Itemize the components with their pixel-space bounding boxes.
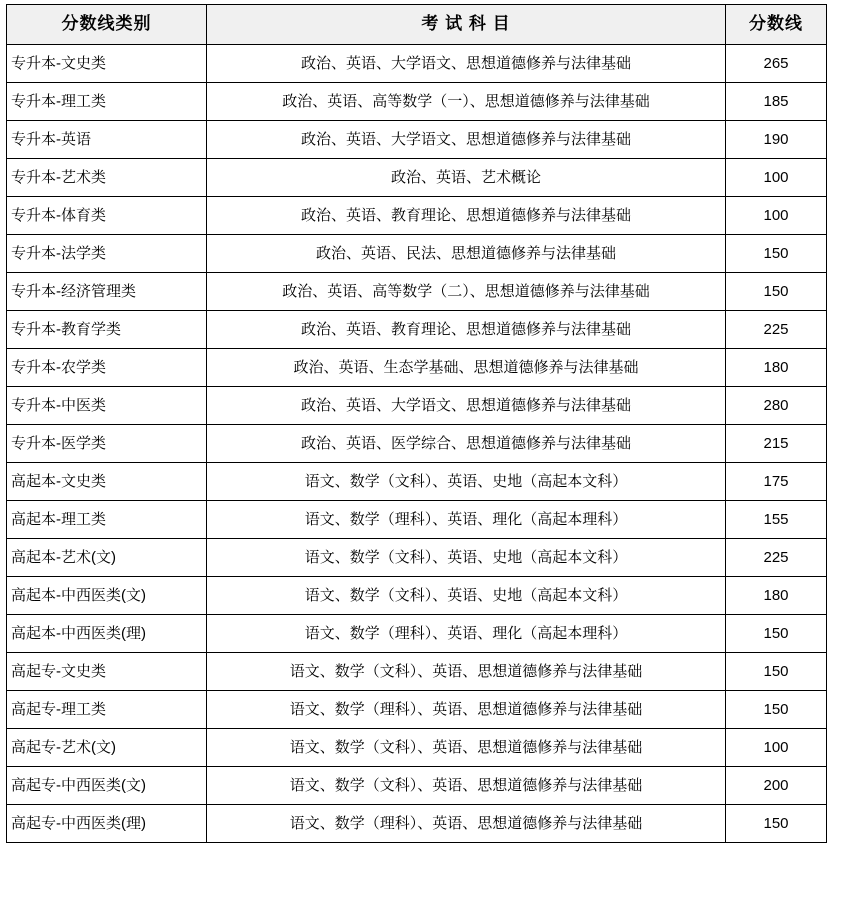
- cell-score: 150: [726, 653, 827, 691]
- cell-category: 高起专-文史类: [7, 653, 207, 691]
- cell-category: 专升本-法学类: [7, 235, 207, 273]
- cell-score: 175: [726, 463, 827, 501]
- table-row: [7, 235, 827, 273]
- cell-category: 专升本-艺术类: [7, 159, 207, 197]
- score-line-document: [0, 4, 844, 924]
- cell-category: 专升本-英语: [7, 121, 207, 159]
- cell-category: 专升本-理工类: [7, 83, 207, 121]
- cell-subjects: 语文、数学（文科）、英语、思想道德修养与法律基础: [207, 729, 726, 767]
- cell-subjects: 政治、英语、大学语文、思想道德修养与法律基础: [207, 45, 726, 83]
- cell-score: 265: [726, 45, 827, 83]
- cell-category: 专升本-医学类: [7, 425, 207, 463]
- cell-score: 225: [726, 311, 827, 349]
- cell-category: 高起本-理工类: [7, 501, 207, 539]
- table-row: [7, 653, 827, 691]
- cell-category: 专升本-中医类: [7, 387, 207, 425]
- cell-category: 专升本-教育学类: [7, 311, 207, 349]
- table-row: [7, 121, 827, 159]
- table-row: [7, 729, 827, 767]
- table-row: [7, 577, 827, 615]
- cell-category: 高起专-中西医类(文): [7, 767, 207, 805]
- table-row: [7, 83, 827, 121]
- table-row: [7, 501, 827, 539]
- cell-category: 高起本-艺术(文): [7, 539, 207, 577]
- cell-subjects: 语文、数学（理科）、英语、思想道德修养与法律基础: [207, 805, 726, 843]
- table-row: [7, 767, 827, 805]
- cell-subjects: 政治、英语、艺术概论: [207, 159, 726, 197]
- table-header: [7, 5, 827, 45]
- cell-score: 200: [726, 767, 827, 805]
- cell-score: 215: [726, 425, 827, 463]
- cell-subjects: 政治、英语、民法、思想道德修养与法律基础: [207, 235, 726, 273]
- table-row: [7, 463, 827, 501]
- cell-subjects: 政治、英语、教育理论、思想道德修养与法律基础: [207, 311, 726, 349]
- cell-subjects: 语文、数学（文科）、英语、史地（高起本文科）: [207, 577, 726, 615]
- table-row: [7, 805, 827, 843]
- cell-score: 150: [726, 805, 827, 843]
- cell-category: 高起本-文史类: [7, 463, 207, 501]
- cell-score: 180: [726, 577, 827, 615]
- table-row: [7, 691, 827, 729]
- table-row: [7, 425, 827, 463]
- cell-score: 150: [726, 691, 827, 729]
- cell-subjects: 语文、数学（文科）、英语、史地（高起本文科）: [207, 463, 726, 501]
- cell-subjects: 政治、英语、大学语文、思想道德修养与法律基础: [207, 121, 726, 159]
- cell-subjects: 语文、数学（文科）、英语、思想道德修养与法律基础: [207, 767, 726, 805]
- cell-category: 高起专-中西医类(理): [7, 805, 207, 843]
- cell-score: 190: [726, 121, 827, 159]
- cell-category: 专升本-经济管理类: [7, 273, 207, 311]
- table-row: [7, 311, 827, 349]
- cell-category: 高起本-中西医类(文): [7, 577, 207, 615]
- cell-subjects: 政治、英语、医学综合、思想道德修养与法律基础: [207, 425, 726, 463]
- cell-subjects: 语文、数学（文科）、英语、史地（高起本文科）: [207, 539, 726, 577]
- cell-subjects: 语文、数学（理科）、英语、理化（高起本理科）: [207, 615, 726, 653]
- table-row: [7, 615, 827, 653]
- cell-score: 180: [726, 349, 827, 387]
- table-row: [7, 45, 827, 83]
- cell-subjects: 政治、英语、高等数学（二）、思想道德修养与法律基础: [207, 273, 726, 311]
- cell-score: 185: [726, 83, 827, 121]
- cell-score: 100: [726, 729, 827, 767]
- column-header-subjects: 考 试 科 目: [207, 5, 726, 45]
- column-header-category: 分数线类别: [7, 5, 207, 45]
- cell-subjects: 语文、数学（文科）、英语、思想道德修养与法律基础: [207, 653, 726, 691]
- cell-subjects: 政治、英语、生态学基础、思想道德修养与法律基础: [207, 349, 726, 387]
- table-body: [7, 45, 827, 843]
- cell-category: 高起本-中西医类(理): [7, 615, 207, 653]
- cell-category: 专升本-体育类: [7, 197, 207, 235]
- cell-category: 专升本-文史类: [7, 45, 207, 83]
- cell-score: 150: [726, 615, 827, 653]
- cell-score: 100: [726, 197, 827, 235]
- score-line-table: [6, 4, 827, 843]
- table-row: [7, 273, 827, 311]
- table-header-row: [7, 5, 827, 45]
- cell-subjects: 语文、数学（理科）、英语、理化（高起本理科）: [207, 501, 726, 539]
- cell-score: 150: [726, 273, 827, 311]
- cell-score: 100: [726, 159, 827, 197]
- table-row: [7, 159, 827, 197]
- cell-subjects: 政治、英语、高等数学（一）、思想道德修养与法律基础: [207, 83, 726, 121]
- table-row: [7, 197, 827, 235]
- column-header-score: 分数线: [726, 5, 827, 45]
- cell-category: 高起专-艺术(文): [7, 729, 207, 767]
- cell-subjects: 政治、英语、教育理论、思想道德修养与法律基础: [207, 197, 726, 235]
- cell-score: 225: [726, 539, 827, 577]
- table-row: [7, 387, 827, 425]
- cell-score: 155: [726, 501, 827, 539]
- table-row: [7, 539, 827, 577]
- cell-subjects: 政治、英语、大学语文、思想道德修养与法律基础: [207, 387, 726, 425]
- cell-category: 高起专-理工类: [7, 691, 207, 729]
- cell-score: 280: [726, 387, 827, 425]
- cell-subjects: 语文、数学（理科）、英语、思想道德修养与法律基础: [207, 691, 726, 729]
- cell-score: 150: [726, 235, 827, 273]
- table-row: [7, 349, 827, 387]
- cell-category: 专升本-农学类: [7, 349, 207, 387]
